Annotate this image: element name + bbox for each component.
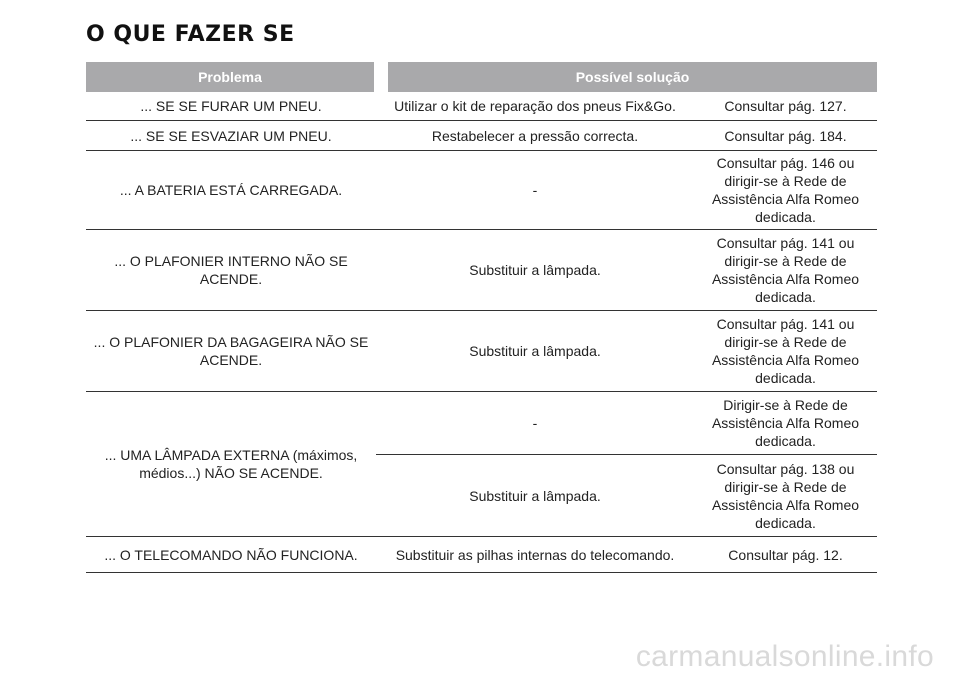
table-row xyxy=(86,311,877,392)
watermark: carmanualsonline.info xyxy=(635,640,934,673)
page-title: O QUE FAZER SE xyxy=(86,22,295,47)
reference-cell: Consultar pág. 12. xyxy=(728,546,843,563)
split-option xyxy=(376,455,877,536)
problem-cell: ... SE SE FURAR UM PNEU. xyxy=(140,98,322,114)
action-cell: Substituir a lâmpada. xyxy=(469,487,601,504)
reference-cell xyxy=(694,230,877,310)
reference-text: Dirigir-se à Rede de Assistência Alfa Romeo dedicada. xyxy=(711,397,860,449)
reference-text: Consultar pág. 138 ou dirigir-se à Rede de Assistência Alfa Romeo dedicada. xyxy=(711,460,860,531)
action-cell: - xyxy=(532,182,538,198)
table-row xyxy=(86,537,877,573)
table-row xyxy=(86,230,877,311)
problem-cell xyxy=(86,230,376,310)
reference-text: Consultar pág. 141 ou dirigir-se à Rede de Assistência Alfa Romeo dedicada. xyxy=(711,235,860,305)
header-gap xyxy=(374,62,388,92)
table-row xyxy=(86,121,877,151)
action-cell: Substituir a lâmpada. xyxy=(469,343,601,359)
action-cell: Substituir as pilhas internas do telecomando. xyxy=(395,546,675,563)
reference-text: Consultar pág. 141 ou dirigir-se à Rede de Assistência Alfa Romeo dedicada. xyxy=(711,316,860,386)
action-cell: - xyxy=(532,415,538,431)
table-header xyxy=(86,62,877,92)
problem-cell: ... A BATERIA ESTÁ CARREGADA. xyxy=(119,182,343,198)
table-row xyxy=(86,92,877,121)
problem-cell: ... SE SE ESVAZIAR UM PNEU. xyxy=(130,127,332,144)
problem-text: ... UMA LÂMPADA EXTERNA (máximos, médios...) NÃO SE ACENDE. xyxy=(104,447,358,481)
action-cell: Substituir a lâmpada. xyxy=(469,262,601,278)
reference-cell: Consultar pág. 127. xyxy=(724,98,847,114)
problem-cell xyxy=(86,392,376,536)
header-problem: Problema xyxy=(86,62,374,92)
reference-cell xyxy=(694,151,877,229)
troubleshooting-table xyxy=(86,62,877,573)
split-options xyxy=(376,392,877,536)
split-option xyxy=(376,392,877,455)
reference-cell xyxy=(694,392,877,454)
problem-text: ... O PLAFONIER DA BAGAGEIRA NÃO SE ACENDE. xyxy=(93,334,369,368)
reference-cell xyxy=(694,311,877,391)
reference-cell: Consultar pág. 184. xyxy=(724,127,847,144)
table-row xyxy=(86,151,877,230)
problem-cell: ... O TELECOMANDO NÃO FUNCIONA. xyxy=(104,546,358,563)
table-row-split xyxy=(86,392,877,537)
problem-text: ... O PLAFONIER INTERNO NÃO SE ACENDE. xyxy=(114,253,348,287)
header-solution: Possível solução xyxy=(388,62,877,92)
problem-cell xyxy=(86,311,376,391)
reference-text: Consultar pág. 146 ou dirigir-se à Rede de Assistência Alfa Romeo dedicada. xyxy=(711,155,860,225)
action-cell: Restabelecer a pressão correcta. xyxy=(431,127,639,144)
reference-cell xyxy=(694,455,877,536)
action-cell: Utilizar o kit de reparação dos pneus Fix&Go. xyxy=(394,98,676,114)
